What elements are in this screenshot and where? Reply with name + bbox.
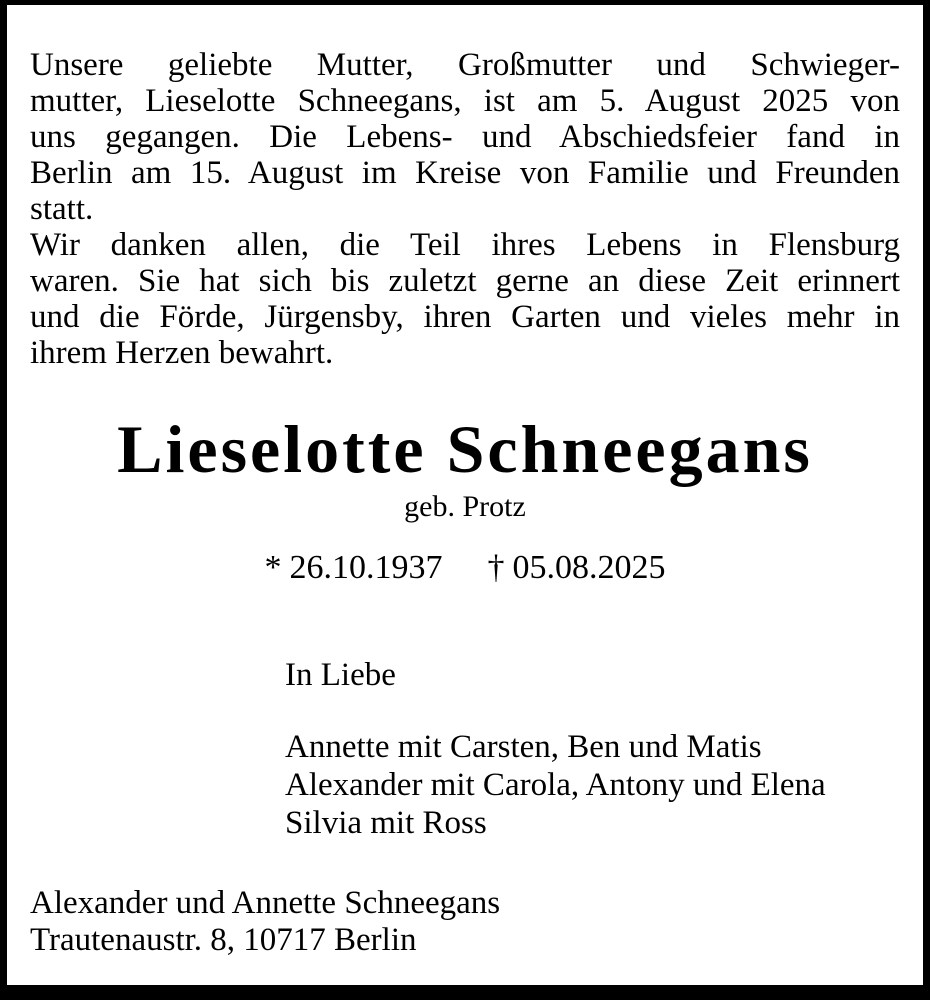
intro-paragraph-2 (30, 227, 900, 371)
mourners-list (285, 728, 900, 842)
maiden-name: geb. Protz (404, 490, 526, 523)
footer-names: Alexander und Annette Schneegans (30, 885, 501, 921)
deceased-name: Lieselotte Schneegans (117, 411, 813, 487)
footer-address (30, 885, 900, 959)
mourner-line: Annette mit Carsten, Ben und Matis (285, 729, 762, 765)
footer-street: Trautenaustr. 8, 10717 Berlin (30, 922, 417, 958)
paragraph-line: Unsere geliebte Mutter, Großmutter und Schwieger- (30, 47, 900, 83)
life-dates (30, 548, 900, 588)
birth-date: 26.10.1937 (289, 549, 443, 586)
mourner-line: Silvia mit Ross (285, 805, 487, 841)
death-date-group (488, 549, 666, 586)
paragraph-line: und die Förde, Jürgensby, ihren Garten und vieles mehr in (30, 299, 900, 335)
paragraph-line: waren. Sie hat sich bis zuletzt gerne an diese Zeit erinnert (30, 263, 900, 299)
birth-date-group (265, 549, 443, 586)
notice-paper (7, 5, 923, 985)
death-date: 05.08.2025 (512, 549, 666, 586)
paragraph-line: ihrem Herzen bewahrt. (30, 335, 334, 371)
notice-text-area (7, 5, 923, 959)
salutation: In Liebe (285, 657, 396, 693)
mourner-line: Alexander mit Carola, Antony und Elena (285, 767, 826, 803)
paragraph-line: statt. (30, 191, 94, 227)
paragraph-line: mutter, Lieselotte Schneegans, ist am 5. August 2025 von (30, 83, 900, 119)
cross-died-symbol: † (487, 549, 505, 586)
star-born-symbol: * (264, 549, 282, 586)
paragraph-line: uns gegangen. Die Lebens- und Abschiedsfeier fand in (30, 119, 900, 155)
intro-paragraph-1 (30, 47, 900, 227)
paragraph-line: Wir danken allen, die Teil ihres Lebens in Flensburg (30, 227, 900, 263)
paragraph-line: Berlin am 15. August im Kreise von Familie und Freunden (30, 155, 900, 191)
